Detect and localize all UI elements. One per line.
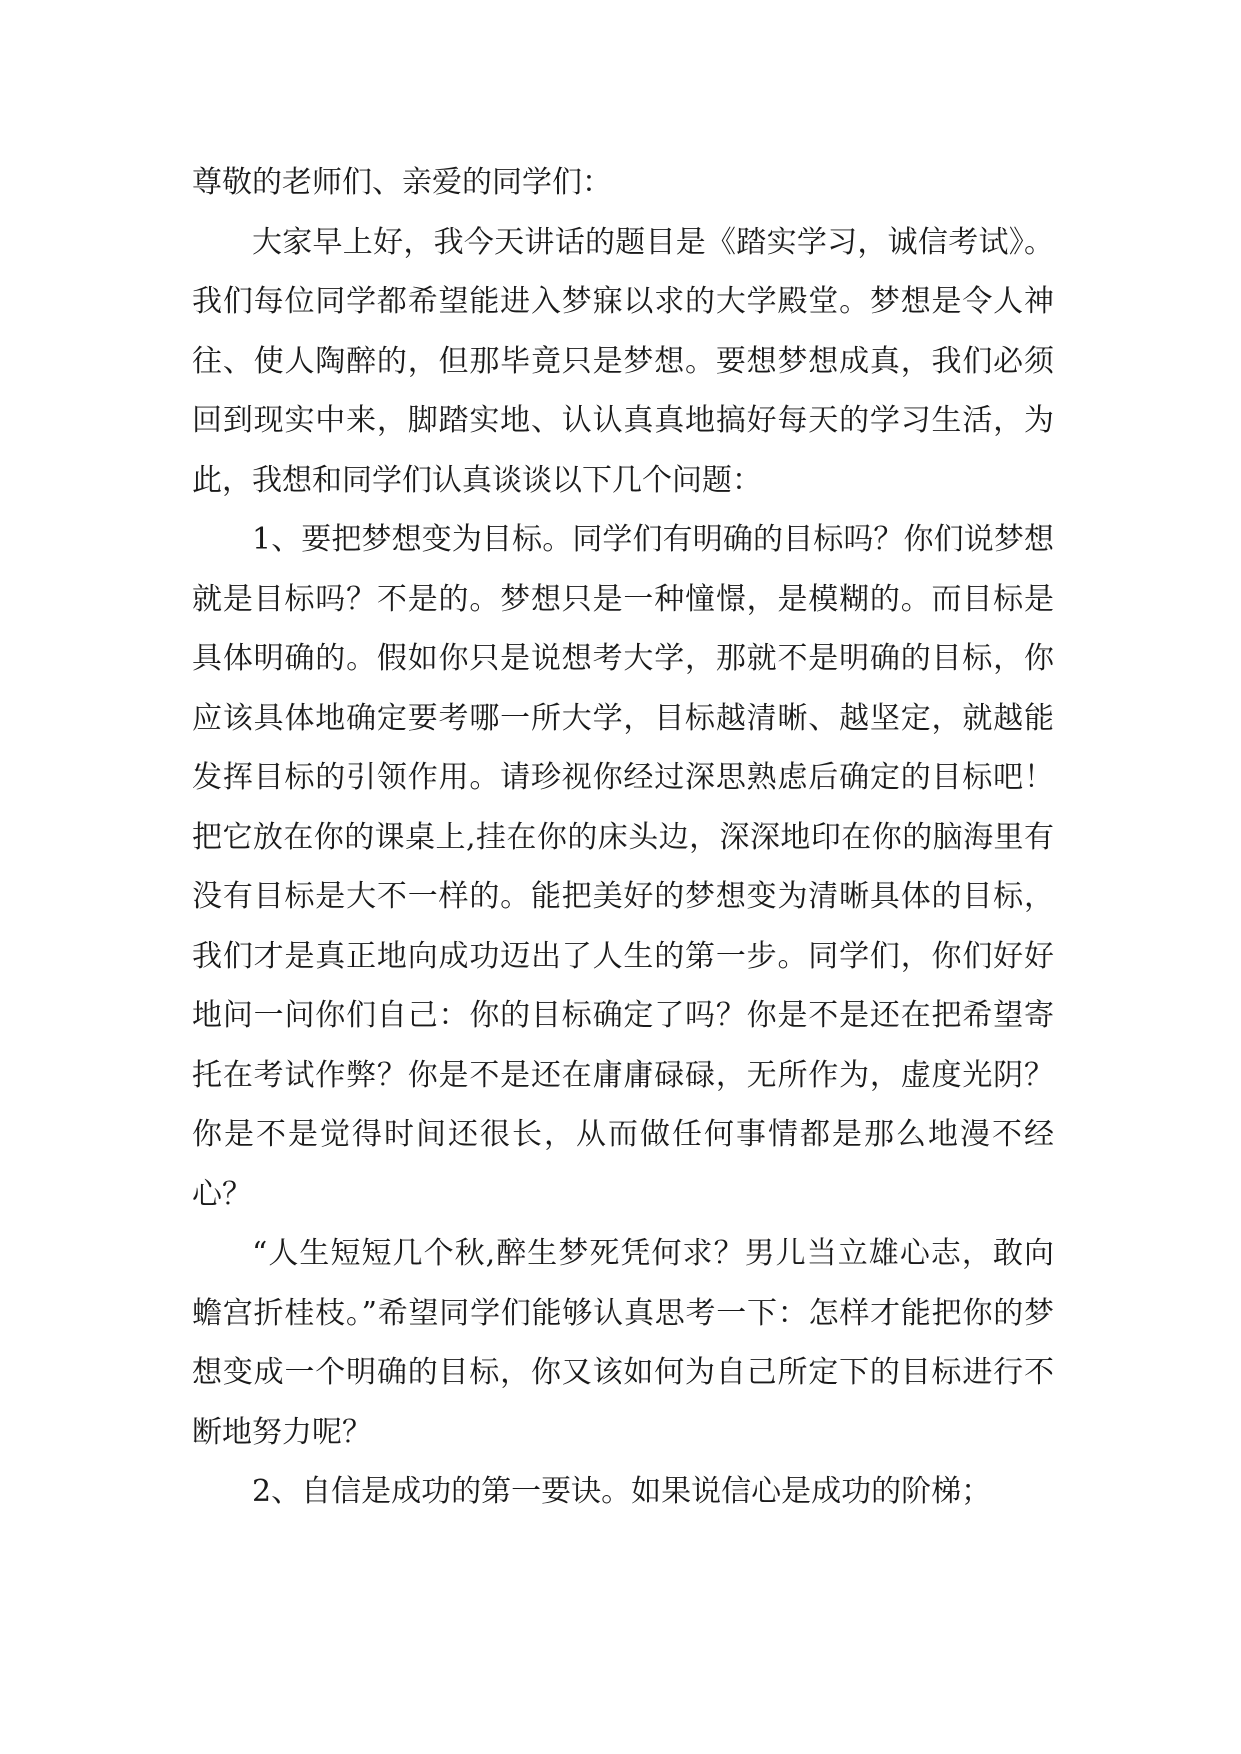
speech-text [192, 153, 1054, 1522]
salutation-paragraph: 尊敬的老师们、亲爱的同学们： [192, 165, 612, 200]
point-two-paragraph: 2、自信是成功的第一要诀。如果说信心是成功的阶梯； [252, 1474, 992, 1509]
poem-quote-paragraph: “人生短短几个秋,醉生梦死凭何求？男儿当立雄心志，敢向蟾宫折桂枝。”希望同学们能够认真思考一下：怎样才能把你的梦想变成一个明确的目标，你又该如何为自己所定下的目标进行不断地努力呢？ [192, 1236, 1054, 1450]
intro-paragraph: 大家早上好，我今天讲话的题目是《踏实学习，诚信考试》。 我们每位同学都希望能进入梦寐以求的大学殿堂。梦想是令人神往、使人陶醉的，但那毕竟只是梦想。要想梦想成真，我们必须回到现实中来，脚踏实地、认认真真地搞好每天的学习生活，为此，我想和同学们认真谈谈以下几个问题： [192, 224, 1054, 498]
point-one-paragraph: 1、要把梦想变为目标。同学们有明确的目标吗？你们说梦想就是目标吗？不是的。梦想只是一种憧憬，是模糊的。而目标是具体明确的。假如你只是说想考大学，那就不是明确的目标，你应该具体地确定要考哪一所大学，目标越清晰、越坚定，就越能发挥目标的引领作用。请珍视你经过深思熟虑后确定的目标吧！把它放在你的课桌上,挂在你的床头边，深深地印在你的脑海里有没有目标是大不一样的。能把美好的梦想变为清晰具体的目标，我们才是真正地向成功迈出了人生的第一步。同学们，你们好好地问一问你们自己：你的目标确定了吗？你是不是还在把希望寄托在考试作弊？你是不是还在庸庸碌碌，无所作为，虚度光阴？你是不是觉得时间还很长，从而做任何事情都是那么地漫不经心？ [192, 522, 1054, 1212]
